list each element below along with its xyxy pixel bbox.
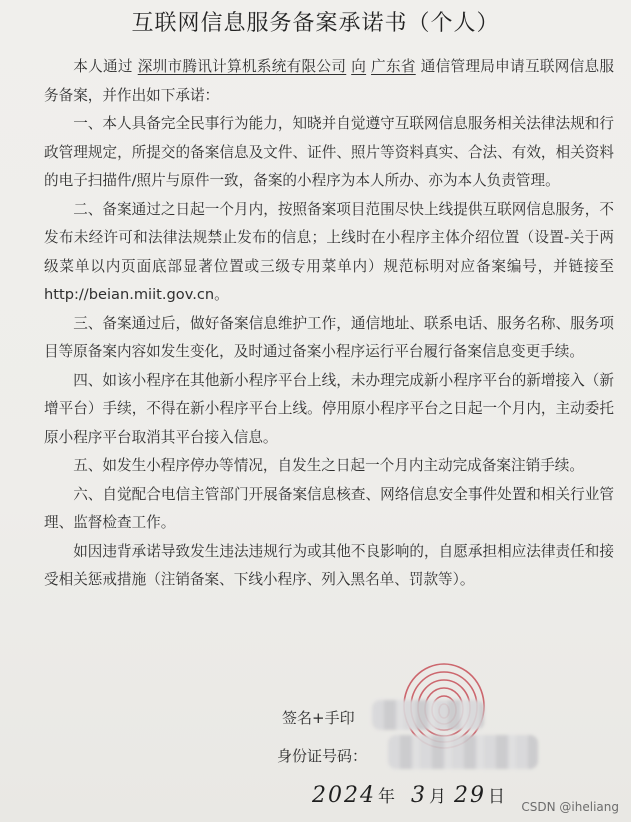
document-title: 互联网信息服务备案承诺书（个人） — [131, 11, 500, 36]
intro-text-2: 向 — [351, 58, 367, 75]
redacted-signature — [372, 700, 484, 730]
clause-4: 四、如该小程序在其他新小程序平台上线，未办理完成新小程序平台的新增接入（新增平台）手续，不得在新小程序平台上线。停用原小程序平台之日起一个月内，主动委托原小程序平台取消其平台接入信息。 — [44, 371, 614, 446]
date-day-unit: 日 — [488, 787, 507, 807]
date-month-unit: 月 — [429, 787, 448, 807]
province-name: 广东省 — [371, 58, 416, 75]
date-year: 2024 — [312, 783, 376, 808]
date-month: 3 — [411, 783, 427, 808]
intro-text-3: 通信管理局申请互联网信息服务备案，并作出如下承诺： — [44, 58, 615, 104]
intro-paragraph — [44, 53, 614, 110]
id-number-label: 身份证号码： — [277, 747, 368, 765]
date-year-unit: 年 — [378, 787, 397, 807]
company-name: 深圳市腾讯计算机系统有限公司 — [137, 58, 347, 75]
liability-clause: 如因违背承诺导致发生违法违规行为或其他不良影响的，自愿承担相应法律责任和接受相关惩戒措施（注销备案、下线小程序、列入黑名单、罚款等）。 — [44, 542, 614, 588]
clause-1: 一、本人具备完全民事行为能力，知晓并自觉遵守互联网信息服务相关法律法规和行政管理规定，所提交的备案信息及文件、证件、照片等资料真实、合法、有效，相关资料的电子扫描件/照片与原件一致，备案的小程序为本人所办、亦为本人负责管理。 — [44, 115, 614, 189]
signature-label: 签名+手印 — [282, 709, 355, 727]
letter-body — [44, 53, 614, 595]
clause-5: 五、如发生小程序停办等情况，自发生之日起一个月内主动完成备案注销手续。 — [73, 457, 584, 474]
intro-text-1: 本人通过 — [73, 58, 133, 75]
redacted-id-number — [388, 735, 538, 769]
date-day: 29 — [454, 783, 486, 808]
csdn-watermark: CSDN @iheliang — [521, 800, 619, 814]
clause-2: 二、备案通过之日起一个月内，按照备案项目范围尽快上线提供互联网信息服务，不发布未经许可和法律法规禁止发布的信息；上线时在小程序主体介绍位置（设置-关于两级菜单以内页面底部显著位置或三级专用菜单内）规范标明对应备案编号，并链接至 http://beian.miit.gov.cn。 — [44, 200, 614, 303]
clause-3: 三、备案通过后，做好备案信息维护工作，通信地址、联系电话、服务名称、服务项目等原备案内容如发生变化，及时通过备案小程序运行平台履行备案信息变更手续。 — [44, 314, 614, 360]
clause-6: 六、自觉配合电信主管部门开展备案信息核查、网络信息安全事件处置和相关行业管理、监督检查工作。 — [44, 485, 614, 531]
handwritten-date — [312, 782, 507, 808]
